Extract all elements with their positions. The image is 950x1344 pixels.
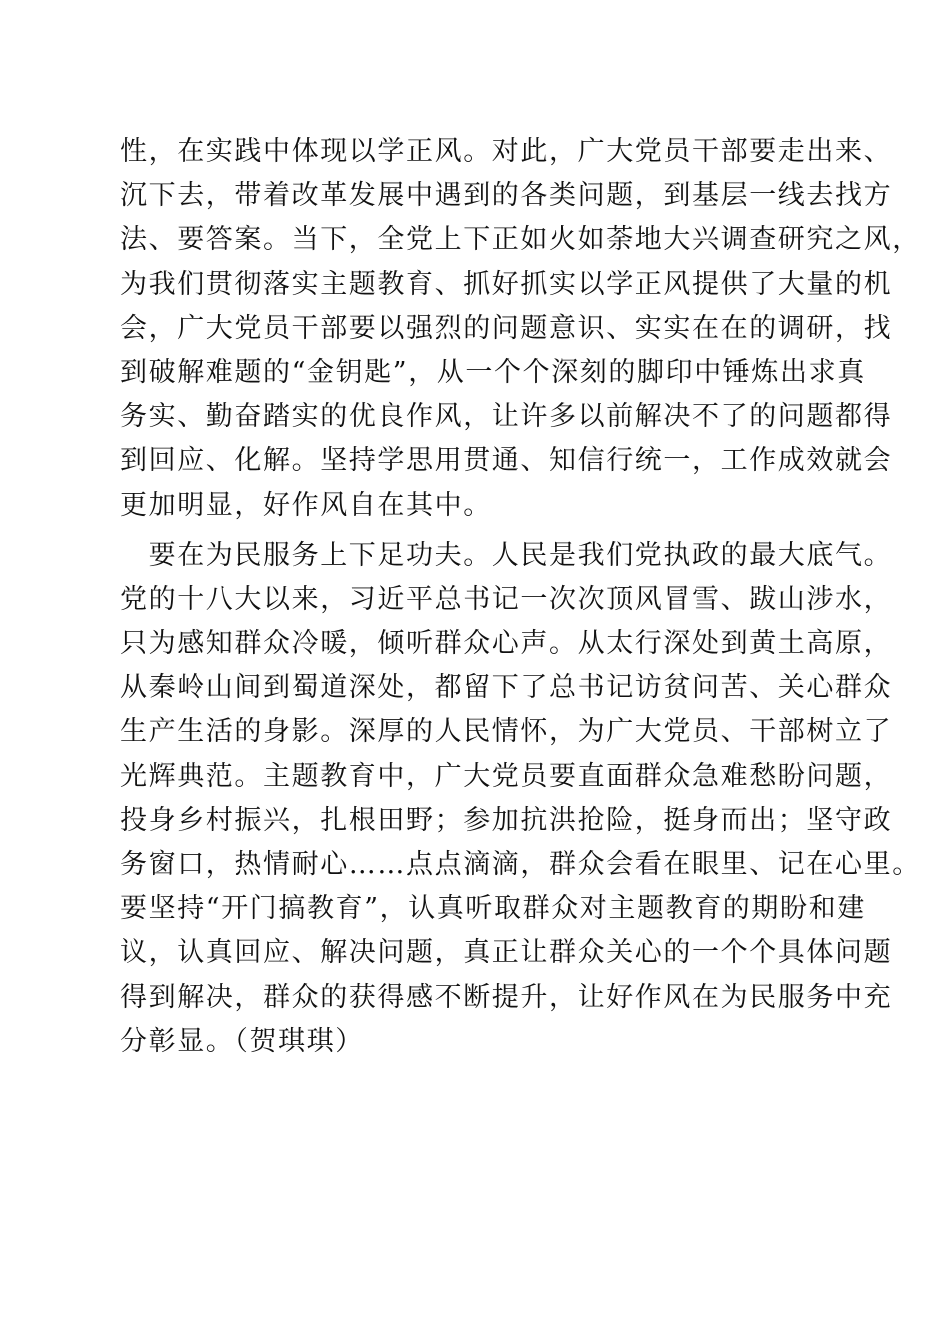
text-line: 从秦岭山间到蜀道深处，都留下了总书记访贫问苦、关心群众	[120, 672, 893, 704]
text-line: 务实、勤奋踏实的优良作风，让许多以前解决不了的问题都得	[120, 401, 893, 433]
text-line: 会，广大党员干部要以强烈的问题意识、实实在在的调研，找	[120, 312, 893, 344]
text-line: 投身乡村振兴，扎根田野；参加抗洪抢险，挺身而出；坚守政	[120, 804, 893, 836]
text-line: 沉下去，带着改革发展中遇到的各类问题，到基层一线去找方	[120, 180, 893, 212]
text-line: 只为感知群众冷暖，倾听群众心声。从太行深处到黄土高原，	[120, 628, 893, 660]
text-line: 生产生活的身影。深厚的人民情怀，为广大党员、干部树立了	[120, 716, 893, 748]
text-line: 务窗口，热情耐心……点点滴滴，群众会看在眼里、记在心里。	[120, 849, 921, 880]
text-line: 性，在实践中体现以学正风。对此，广大党员干部要走出来、	[120, 136, 893, 167]
article-body	[120, 130, 921, 1064]
text-line: 为我们贯彻落实主题教育、抓好抓实以学正风提供了大量的机	[120, 268, 893, 300]
text-line: 到破解难题的“金钥匙”，从一个个深刻的脚印中锤炼出求真	[120, 356, 866, 388]
text-line: 分彰显。（贺琪琪）	[120, 1025, 364, 1057]
text-line: 党的十八大以来，习近平总书记一次次顶风冒雪、跋山涉水，	[120, 583, 893, 615]
paragraph-1	[120, 130, 921, 528]
text-line: 法、要答案。当下，全党上下正如火如荼地大兴调查研究之风，	[120, 224, 921, 256]
text-line: 得到解决，群众的获得感不断提升，让好作风在为民服务中充	[120, 981, 893, 1013]
text-line: 要在为民服务上下足功夫。人民是我们党执政的最大底气。	[120, 539, 893, 571]
text-line: 更加明显，好作风自在其中。	[120, 489, 492, 521]
text-line: 要坚持“开门搞教育”，认真听取群众对主题教育的期盼和建	[120, 893, 866, 925]
text-line: 议，认真回应、解决问题，真正让群众关心的一个个具体问题	[120, 937, 893, 969]
text-line: 到回应、化解。坚持学思用贯通、知信行统一，工作成效就会	[120, 445, 893, 477]
paragraph-2	[120, 534, 921, 1064]
text-line: 光辉典范。主题教育中，广大党员要直面群众急难愁盼问题，	[120, 760, 893, 792]
